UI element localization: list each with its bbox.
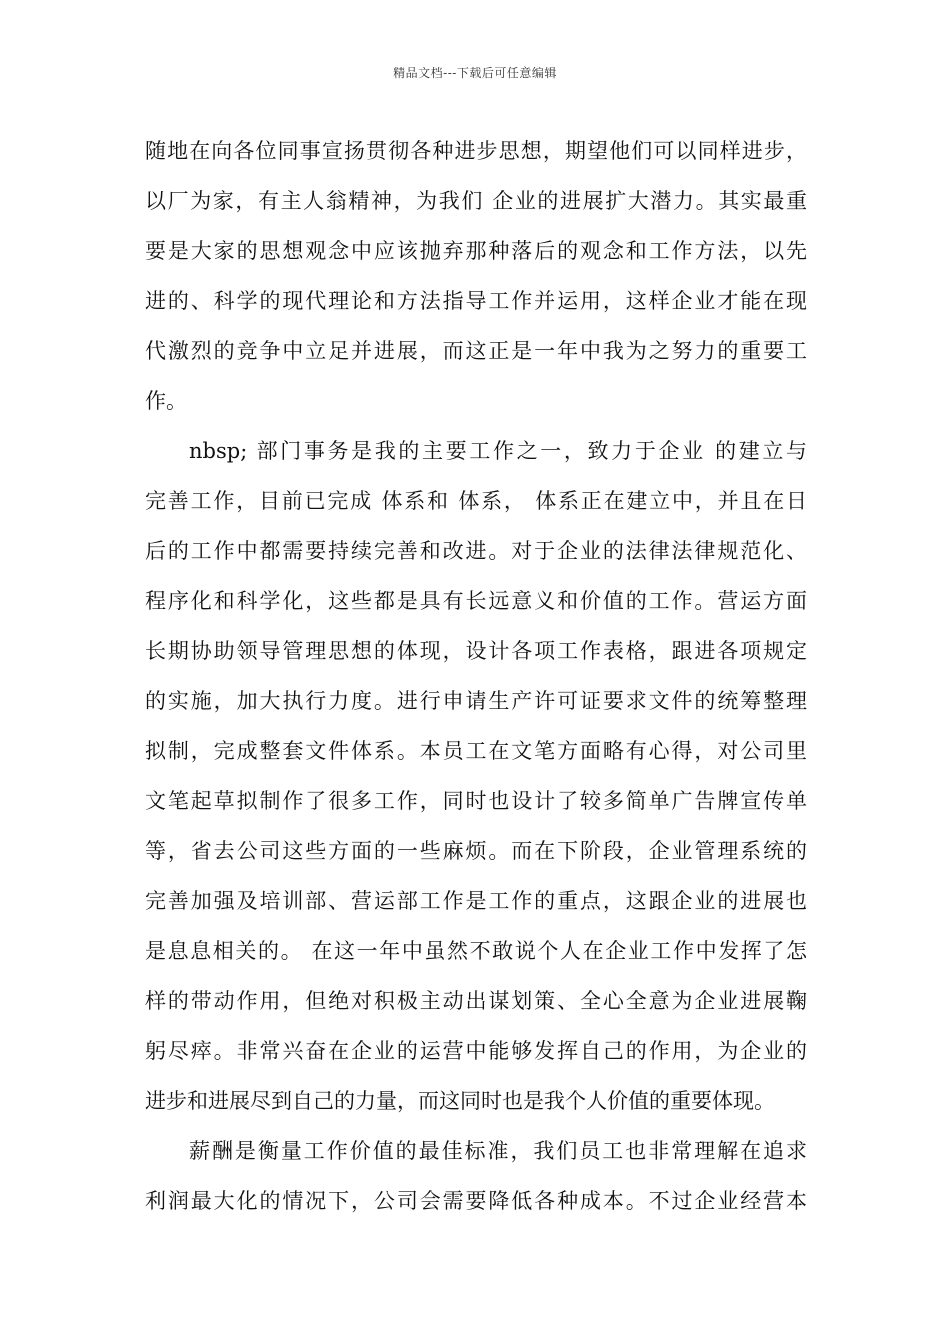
text-line: 进的、科学的现代理论和方法指导工作并运用，这样企业才能在现 <box>145 289 807 313</box>
text-line: nbsp; 部门事务是我的主要工作之一，致力于企业 的建立与 <box>189 439 807 463</box>
text-line: 薪酬是衡量工作价值的最佳标准，我们员工也非常理解在追求 <box>189 1139 807 1163</box>
text-line: 拟制，完成整套文件体系。本员工在文笔方面略有心得，对公司里 <box>145 739 807 763</box>
text-line: 完善工作，目前已完成 体系和 体系， 体系正在建立中，并且在日 <box>145 489 807 513</box>
text-line: 的实施，加大执行力度。进行申请生产许可证要求文件的统筹整理 <box>145 689 807 713</box>
text-line: 完善加强及培训部、营运部工作是工作的重点，这跟企业的进展也 <box>145 889 807 913</box>
text-line: 进步和进展尽到自己的力量，而这同时也是我个人价值的重要体现。 <box>145 1089 775 1113</box>
text-line: 利润最大化的情况下，公司会需要降低各种成本。不过企业经营本 <box>145 1189 807 1213</box>
text-line: 随地在向各位同事宣扬贯彻各种进步思想，期望他们可以同样进步， <box>145 139 807 163</box>
page-header: 精品文档---下载后可任意编辑 <box>393 66 557 80</box>
text-line: 要是大家的思想观念中应该抛弃那种落后的观念和工作方法，以先 <box>145 239 807 263</box>
text-line: 长期协助领导管理思想的体现，设计各项工作表格，跟进各项规定 <box>145 639 807 663</box>
text-line: 作。 <box>145 389 187 413</box>
text-line: 样的带动作用，但绝对积极主动出谋划策、全心全意为企业进展鞠 <box>145 989 807 1013</box>
text-line: 等，省去公司这些方面的一些麻烦。而在下阶段，企业管理系统的 <box>145 839 807 863</box>
text-line: 是息息相关的。 在这一年中虽然不敢说个人在企业工作中发挥了怎 <box>145 939 807 963</box>
text-line: 以厂为家，有主人翁精神，为我们 企业的进展扩大潜力。其实最重 <box>145 189 807 213</box>
document-body <box>145 126 807 1226</box>
text-line: 代激烈的竞争中立足并进展，而这正是一年中我为之努力的重要工 <box>145 339 807 363</box>
text-line: 文笔起草拟制作了很多工作，同时也设计了较多简单广告牌宣传单 <box>145 789 807 813</box>
text-line: 躬尽瘁。非常兴奋在企业的运营中能够发挥自己的作用，为企业的 <box>145 1039 807 1063</box>
text-line: 程序化和科学化，这些都是具有长远意义和价值的工作。营运方面 <box>145 589 807 613</box>
text-line: 后的工作中都需要持续完善和改进。对于企业的法律法律规范化、 <box>145 539 807 563</box>
